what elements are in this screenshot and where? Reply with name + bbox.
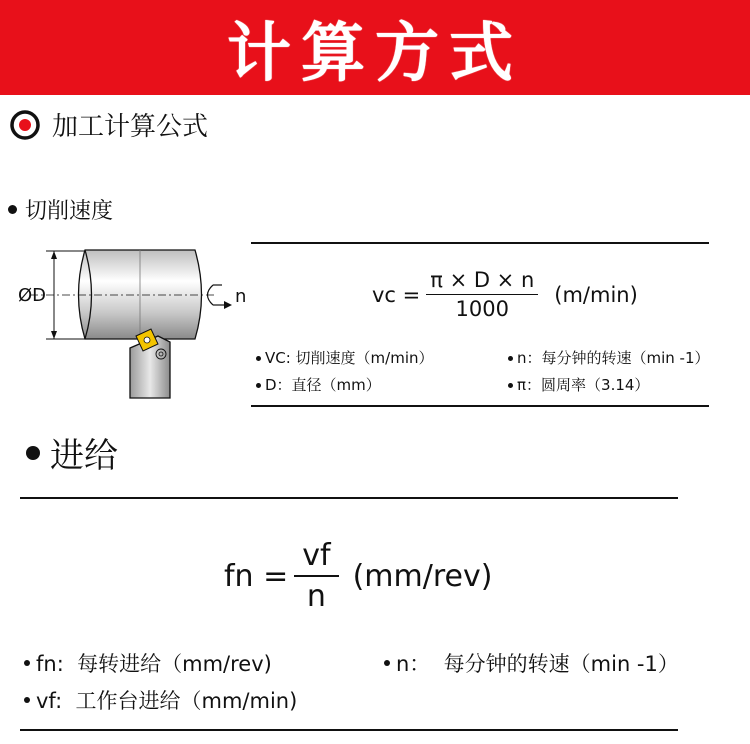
turning-diagram (10, 238, 250, 407)
formula-lhs: fn = (224, 558, 289, 594)
title-banner (0, 0, 750, 95)
diameter-label: ØD (18, 285, 47, 306)
legend-item: fn: 每转进给（mm/rev) (24, 648, 272, 678)
formula-lhs: vc = (372, 282, 421, 307)
bullet-icon (256, 383, 261, 388)
legend-item: n： 每分钟的转速（min -1） (384, 648, 679, 678)
formula-unit: (mm/rev) (352, 558, 493, 594)
bullet-icon (24, 660, 30, 666)
subheading-feed (26, 428, 118, 477)
section-heading-formulas (10, 106, 208, 143)
bullet-icon (256, 356, 261, 361)
rpm-label: n (235, 286, 247, 307)
target-icon (10, 110, 40, 140)
formula-unit: (m/min) (554, 282, 638, 307)
subheading-label: 切削速度 (25, 199, 114, 224)
cutting-speed-formula (372, 268, 638, 321)
divider (251, 405, 709, 407)
bullet-icon (384, 660, 390, 666)
divider (20, 497, 678, 499)
formula-numerator: π × D × n (426, 268, 538, 295)
formula-numerator: vf (294, 538, 338, 577)
bullet-icon (26, 446, 40, 460)
formula-fraction (294, 538, 338, 614)
legend-item: n：每分钟的转速（min -1） (508, 347, 710, 368)
page-title: 计算方式 (227, 16, 523, 91)
bullet-icon (24, 697, 30, 703)
bullet-icon (508, 383, 513, 388)
legend-item: vf: 工作台进给（mm/min) (24, 685, 297, 715)
formula-denominator: 1000 (455, 297, 509, 321)
section-title: 加工计算公式 (52, 112, 209, 142)
bullet-icon (508, 356, 513, 361)
bullet-icon (8, 205, 17, 214)
legend-item: π：圆周率（3.14） (508, 374, 649, 395)
formula-fraction (426, 268, 538, 321)
feed-formula (224, 538, 492, 614)
legend-item: D：直径（mm） (256, 374, 381, 395)
formula-denominator: n (306, 579, 326, 614)
divider (20, 729, 678, 731)
subheading-cutting-speed (8, 194, 113, 225)
divider (251, 242, 709, 244)
legend-item: VC: 切削速度（m/min） (256, 347, 434, 368)
subheading-label: 进给 (50, 436, 118, 476)
